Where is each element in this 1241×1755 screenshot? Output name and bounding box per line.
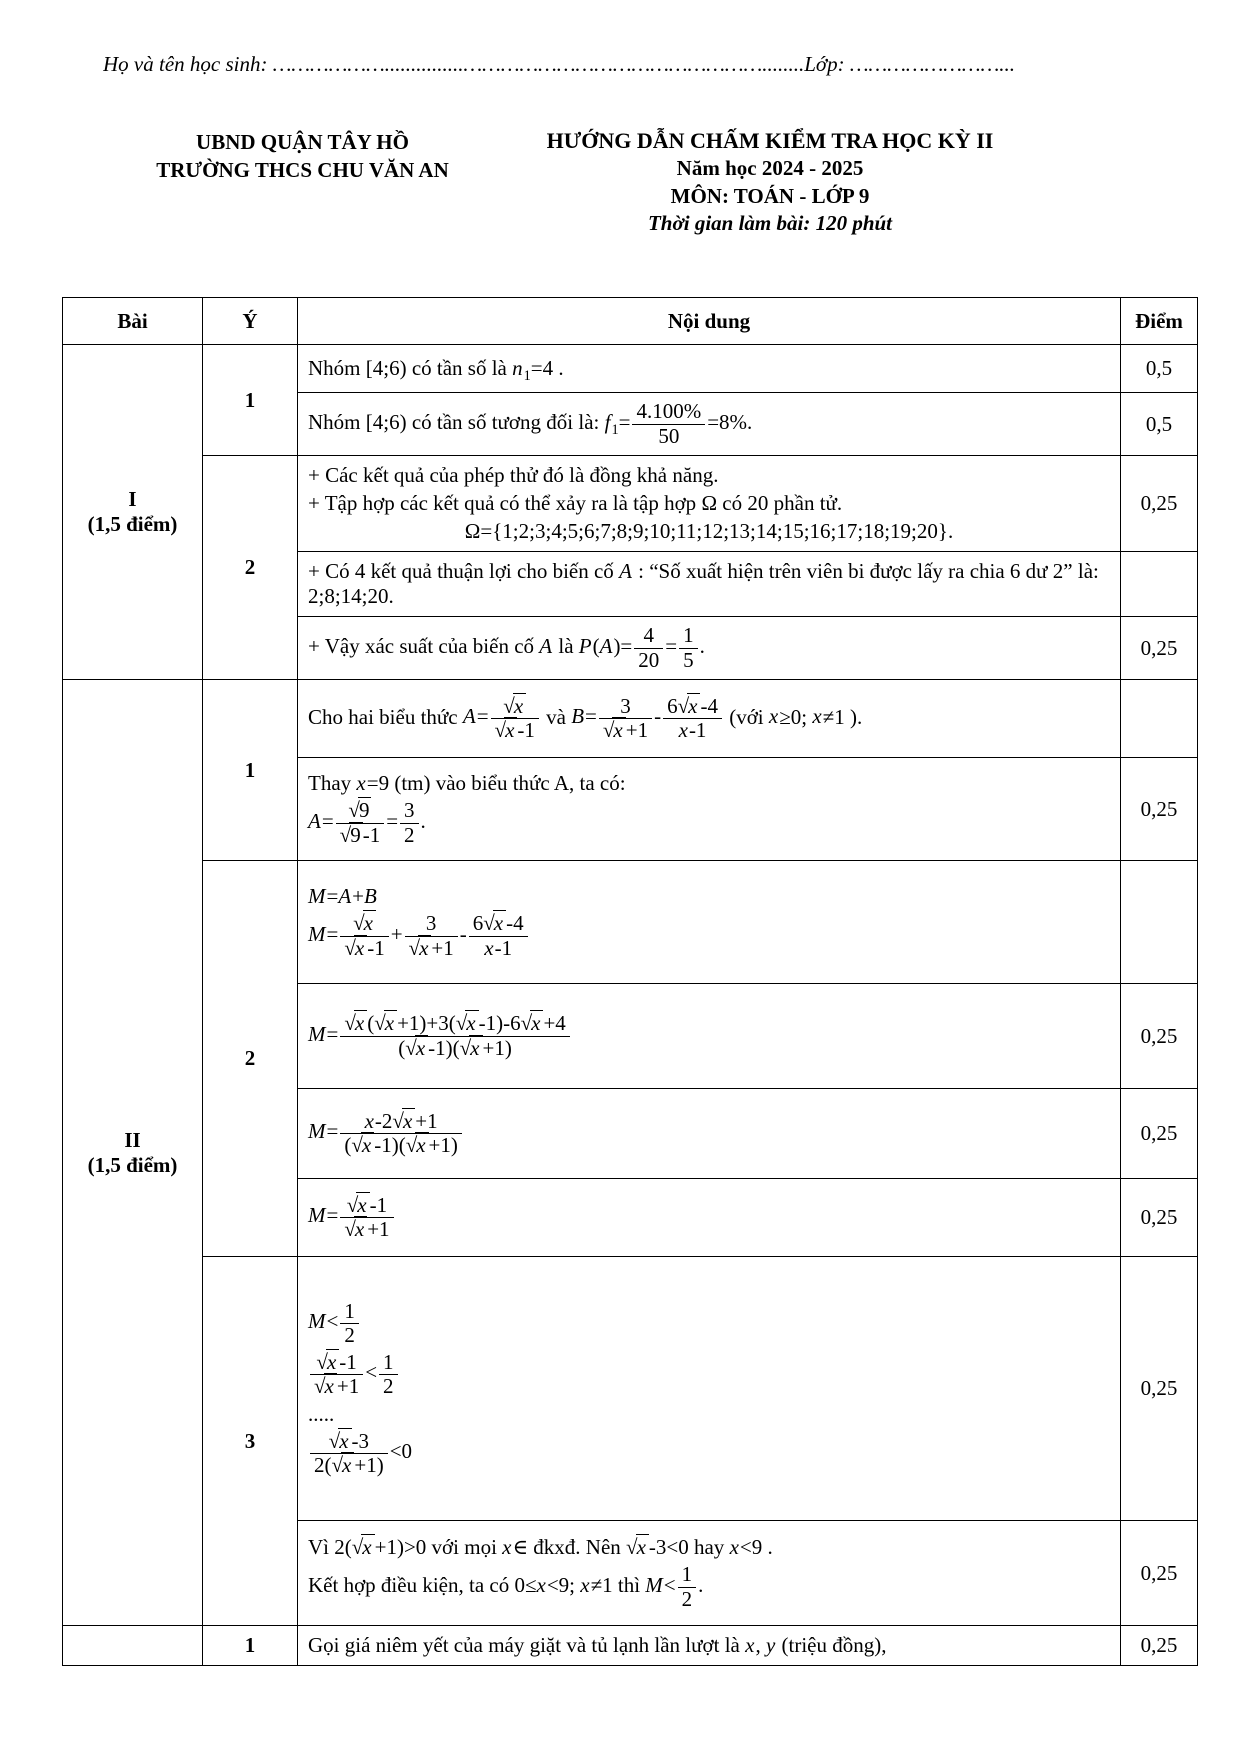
cell-content	[298, 1521, 1121, 1626]
math-expression: M< $\frac{1}{2}$	[308, 1309, 361, 1333]
cell-score: 0,5	[1121, 393, 1198, 456]
math-expression: M= $\frac{√x (√x +1)+3(√x -1)-6√x +4}{(√x -1)(√x +1)}$	[308, 1022, 572, 1046]
content-line: + Tập hợp các kết quả có thể xảy ra là tập hợp Ω có 20 phần tử.	[308, 491, 843, 516]
cell-y: 2	[203, 861, 298, 1257]
cell-content	[298, 1089, 1121, 1179]
math-expression: Ω	[701, 491, 718, 516]
math-expression: A	[619, 559, 632, 584]
math-expression: M=A+B	[308, 884, 377, 909]
bai-label: II	[124, 1127, 141, 1152]
score-table-body	[63, 345, 1198, 1666]
math-expression: M= $\frac{x-2√x +1}{(√x -1)(√x +1)}$	[308, 1119, 464, 1143]
math-expression: x∈	[502, 1535, 529, 1560]
content-line	[308, 884, 1110, 909]
math-expression: M< $\frac{1}{2}$ .	[645, 1562, 704, 1611]
table-row	[63, 456, 1198, 552]
header-y: Ý	[203, 298, 298, 345]
table-row	[63, 1626, 1198, 1666]
cell-y: 2	[203, 456, 298, 680]
content-line	[308, 1110, 1110, 1158]
cell-content	[298, 758, 1121, 861]
cell-score: 0,25	[1121, 456, 1198, 552]
cell-bai	[63, 345, 203, 680]
content-line	[308, 1012, 1110, 1060]
math-expression: $n_1=4$	[512, 356, 554, 385]
cell-bai	[63, 1626, 203, 1666]
math-expression: B= $\frac{3}{√x +1}$ - $\frac{6√x -4}{x-1}$	[571, 704, 724, 728]
math-expression: x, y	[745, 1633, 776, 1658]
cell-score	[1121, 861, 1198, 984]
cell-content	[298, 861, 1121, 984]
content-line	[308, 912, 1110, 960]
content-line	[308, 799, 1110, 847]
math-expression: x=9	[356, 771, 390, 796]
exam-title-block	[520, 126, 1020, 238]
table-row	[63, 1257, 1198, 1521]
content-line	[308, 519, 1110, 544]
content-line	[308, 1351, 1110, 1399]
math-expression: $\frac{√x -1}{√x +1}$ < $\frac{1}{2}$	[308, 1360, 400, 1384]
cell-content	[298, 345, 1121, 393]
math-expression: A= $\frac{√9}{√9-1}$ = $\frac{3}{2}$ .	[308, 798, 426, 847]
bai-label: I	[128, 487, 137, 512]
header-diem: Điểm	[1121, 298, 1198, 345]
cell-score: 0,25	[1121, 1521, 1198, 1626]
cell-content	[298, 984, 1121, 1089]
header-bai: Bài	[63, 298, 203, 345]
math-expression: Ω={1;2;3;4;5;6;7;8;9;10;11;12;13;14;15;16;17;18;19;20}.	[464, 519, 954, 544]
content-line: .....	[308, 1401, 335, 1426]
cell-score	[1121, 552, 1198, 617]
cell-content	[298, 1179, 1121, 1257]
math-expression: M= $\frac{√x}{√x -1}$ + $\frac{3}{√x +1}$ - $\frac{6√x -4}{x-1}$	[308, 922, 530, 946]
table-row	[63, 861, 1198, 984]
content-line: Nhóm [4;6) có tần số là $n_1=4$ .	[308, 356, 564, 385]
content-line: Vì 2(√x +1)>0 với mọi x∈ đkxđ. Nên √x -3<0 hay x<9 .	[308, 1535, 773, 1560]
table-row	[63, 680, 1198, 758]
cell-score: 0,25	[1121, 1089, 1198, 1179]
math-expression: A= $\frac{√x}{√x -1}$	[463, 704, 541, 728]
math-expression: $\frac{√x -3}{2(√x +1)}$ <0	[308, 1439, 412, 1463]
org-line-2: TRƯỜNG THCS CHU VĂN AN	[156, 158, 449, 183]
content-line: + Có 4 kết quả thuận lợi cho biến cố A : “Số xuất hiện trên viên bi được lấy ra chia 6 dư 2” là: 2;8;14;20.	[308, 559, 1099, 609]
content-line: + Các kết quả của phép thử đó là đồng khả năng.	[308, 463, 719, 488]
content-line	[308, 1300, 1110, 1348]
content-line	[308, 1194, 1110, 1242]
grading-table	[62, 297, 1198, 1666]
cell-score: 0,25	[1121, 758, 1198, 861]
cell-content	[298, 1626, 1121, 1666]
bai-label: (1,5 điểm)	[87, 1152, 178, 1177]
math-expression: x≥0; x≠1	[768, 704, 845, 729]
cell-score: 0,25	[1121, 1257, 1198, 1521]
cell-score: 0,25	[1121, 617, 1198, 680]
cell-y: 3	[203, 1257, 298, 1626]
cell-y: 1	[203, 1626, 298, 1666]
cell-content	[298, 1257, 1121, 1521]
cell-score	[1121, 680, 1198, 758]
cell-score: 0,25	[1121, 1179, 1198, 1257]
math-expression: M= $\frac{√x -1}{√x +1}$	[308, 1203, 396, 1227]
school-year: Năm học 2024 - 2025	[676, 156, 864, 181]
math-expression: √x -3<0	[626, 1535, 689, 1560]
student-name-line: Họ và tên học sinh: ………………...............…………………………………………........Lớp: ……………………...	[103, 52, 1016, 76]
table-row	[63, 345, 1198, 393]
cell-content	[298, 617, 1121, 680]
header-noi-dung: Nội dung	[298, 298, 1121, 345]
content-line	[308, 1430, 1110, 1478]
content-line: Thay x=9 (tm) vào biểu thức A, ta có:	[308, 771, 626, 796]
school-block	[110, 128, 495, 185]
math-expression: P(A)= $\frac{4}{20}$ = $\frac{1}{5}$ .	[578, 623, 705, 672]
bai-label: (1,5 điểm)	[87, 512, 178, 537]
cell-score: 0,5	[1121, 345, 1198, 393]
exam-title: HƯỚNG DẪN CHẤM KIỂM TRA HỌC KỲ II	[546, 128, 994, 153]
cell-bai	[63, 680, 203, 1626]
content-line: Cho hai biểu thức A= $\frac{√x}{√x -1}$ và B= $\frac{3}{√x +1}$ - $\frac{6√x -4}{x-1}$ (với x≥0; x≠1 ).	[308, 693, 863, 743]
math-expression: x<9	[729, 1535, 763, 1560]
content-line: + Vậy xác suất của biến cố A là P(A)= $\frac{4}{20}$ = $\frac{1}{5}$ .	[308, 623, 705, 672]
cell-score: 0,25	[1121, 984, 1198, 1089]
org-line-1: UBND QUẬN TÂY HỒ	[196, 130, 409, 154]
subject-grade: MÔN: TOÁN - LỚP 9	[670, 183, 870, 208]
cell-y: 1	[203, 345, 298, 456]
content-line: Gọi giá niêm yết của máy giặt và tủ lạnh lần lượt là x, y (triệu đồng),	[308, 1633, 887, 1658]
exam-duration: Thời gian làm bài: 120 phút	[647, 211, 893, 236]
cell-content	[298, 456, 1121, 552]
table-header-row	[63, 298, 1198, 345]
math-expression: 0≤x<9; x≠1	[514, 1572, 613, 1597]
cell-content	[298, 552, 1121, 617]
content-line: Kết hợp điều kiện, ta có 0≤x<9; x≠1 thì M< $\frac{1}{2}$ .	[308, 1562, 704, 1611]
content-line: Nhóm [4;6) có tần số tương đối là: $f_1=$ $\frac{4.100\%}{50}$ =8%.	[308, 399, 753, 448]
math-expression: 2(√x +1)>0	[334, 1535, 427, 1560]
math-expression: $f_1=$ $\frac{4.100\%}{50}$ =8%.	[604, 399, 753, 448]
cell-content	[298, 393, 1121, 456]
cell-y: 1	[203, 680, 298, 861]
cell-score: 0,25	[1121, 1626, 1198, 1666]
math-expression: A	[539, 633, 553, 658]
cell-content	[298, 680, 1121, 758]
